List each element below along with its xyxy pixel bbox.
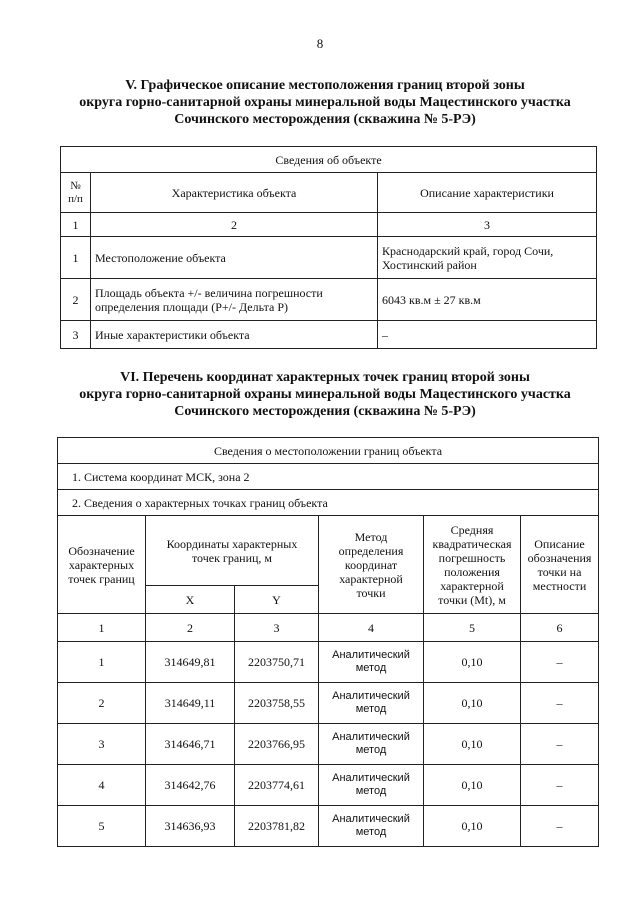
coordinate-system-line: 1. Система координат МСК, зона 2 <box>58 464 599 490</box>
point-description: – <box>521 724 599 765</box>
section-5-title-line: V. Графическое описание местоположения границ второй зоны <box>125 78 525 93</box>
table-row <box>58 806 599 847</box>
point-method: Аналитический метод <box>319 724 424 765</box>
col-header-description: Описание характеристики <box>378 173 597 213</box>
section-6-title-line: Сочинского месторождения (скважина № 5-РЭ) <box>174 404 476 419</box>
section-6-title-line: VI. Перечень координат характерных точек границ второй зоны <box>120 370 530 385</box>
row-number: 3 <box>61 321 91 349</box>
col-header-x: X <box>146 586 235 614</box>
point-y: 2203766,95 <box>235 724 319 765</box>
table-row <box>61 279 597 321</box>
point-method: Аналитический метод <box>319 683 424 724</box>
table-row <box>61 237 597 279</box>
point-x: 314646,71 <box>146 724 235 765</box>
point-error: 0,10 <box>424 683 521 724</box>
col-header-point-description: Описание обозначения точки на местности <box>521 516 599 614</box>
index-cell: 3 <box>235 614 319 642</box>
point-id: 4 <box>58 765 146 806</box>
point-description: – <box>521 642 599 683</box>
page-number: 8 <box>316 36 324 51</box>
col-header-y: Y <box>235 586 319 614</box>
section-5-title-line: Сочинского месторождения (скважина № 5-РЭ) <box>174 112 476 127</box>
point-error: 0,10 <box>424 724 521 765</box>
coordinates-table <box>57 437 599 847</box>
row-description: – <box>378 321 597 349</box>
point-method: Аналитический метод <box>319 642 424 683</box>
section-6-title <box>40 369 610 420</box>
index-cell: 2 <box>91 213 378 237</box>
point-description: – <box>521 806 599 847</box>
point-y: 2203781,82 <box>235 806 319 847</box>
col-header-designation: Обозначение характерных точек границ <box>58 516 146 614</box>
index-cell: 1 <box>58 614 146 642</box>
point-x: 314636,93 <box>146 806 235 847</box>
row-characteristic: Иные характеристики объекта <box>91 321 378 349</box>
table-row <box>61 321 597 349</box>
index-cell: 5 <box>424 614 521 642</box>
point-id: 3 <box>58 724 146 765</box>
index-cell: 1 <box>61 213 91 237</box>
point-error: 0,10 <box>424 765 521 806</box>
points-info-line: 2. Сведения о характерных точках границ объекта <box>58 490 599 516</box>
col-header-num: № п/п <box>61 173 91 213</box>
row-characteristic: Площадь объекта +/- величина погрешности определения площади (Р+/- Дельта Р) <box>91 279 378 321</box>
row-number: 1 <box>61 237 91 279</box>
point-description: – <box>521 765 599 806</box>
table-row <box>58 724 599 765</box>
point-error: 0,10 <box>424 806 521 847</box>
point-x: 314649,11 <box>146 683 235 724</box>
row-description: 6043 кв.м ± 27 кв.м <box>378 279 597 321</box>
point-description: – <box>521 683 599 724</box>
section-5-title <box>40 77 610 128</box>
index-cell: 2 <box>146 614 235 642</box>
table-row <box>58 642 599 683</box>
row-description: Краснодарский край, город Сочи, Хостинский район <box>378 237 597 279</box>
row-number: 2 <box>61 279 91 321</box>
col-header-characteristic: Характеристика объекта <box>91 173 378 213</box>
col-header-method: Метод определения координат характерной точки <box>319 516 424 614</box>
point-id: 5 <box>58 806 146 847</box>
table-row <box>58 683 599 724</box>
object-info-table <box>60 146 597 349</box>
col-header-error: Средняя квадратическая погрешность положения характерной точки (Mt), м <box>424 516 521 614</box>
point-method: Аналитический метод <box>319 806 424 847</box>
point-id: 1 <box>58 642 146 683</box>
index-cell: 4 <box>319 614 424 642</box>
point-x: 314642,76 <box>146 765 235 806</box>
point-id: 2 <box>58 683 146 724</box>
point-x: 314649,81 <box>146 642 235 683</box>
point-y: 2203750,71 <box>235 642 319 683</box>
point-error: 0,10 <box>424 642 521 683</box>
point-y: 2203758,55 <box>235 683 319 724</box>
row-characteristic: Местоположение объекта <box>91 237 378 279</box>
index-cell: 3 <box>378 213 597 237</box>
index-cell: 6 <box>521 614 599 642</box>
point-method: Аналитический метод <box>319 765 424 806</box>
table-caption: Сведения об объекте <box>61 147 597 173</box>
table-caption: Сведения о местоположении границ объекта <box>58 438 599 464</box>
table-row <box>58 765 599 806</box>
point-y: 2203774,61 <box>235 765 319 806</box>
section-5-title-line: округа горно-санитарной охраны минеральной воды Мацестинского участка <box>79 95 571 110</box>
section-6-title-line: округа горно-санитарной охраны минеральной воды Мацестинского участка <box>79 387 571 402</box>
col-header-coordinates: Координаты характерных точек границ, м <box>146 516 319 586</box>
